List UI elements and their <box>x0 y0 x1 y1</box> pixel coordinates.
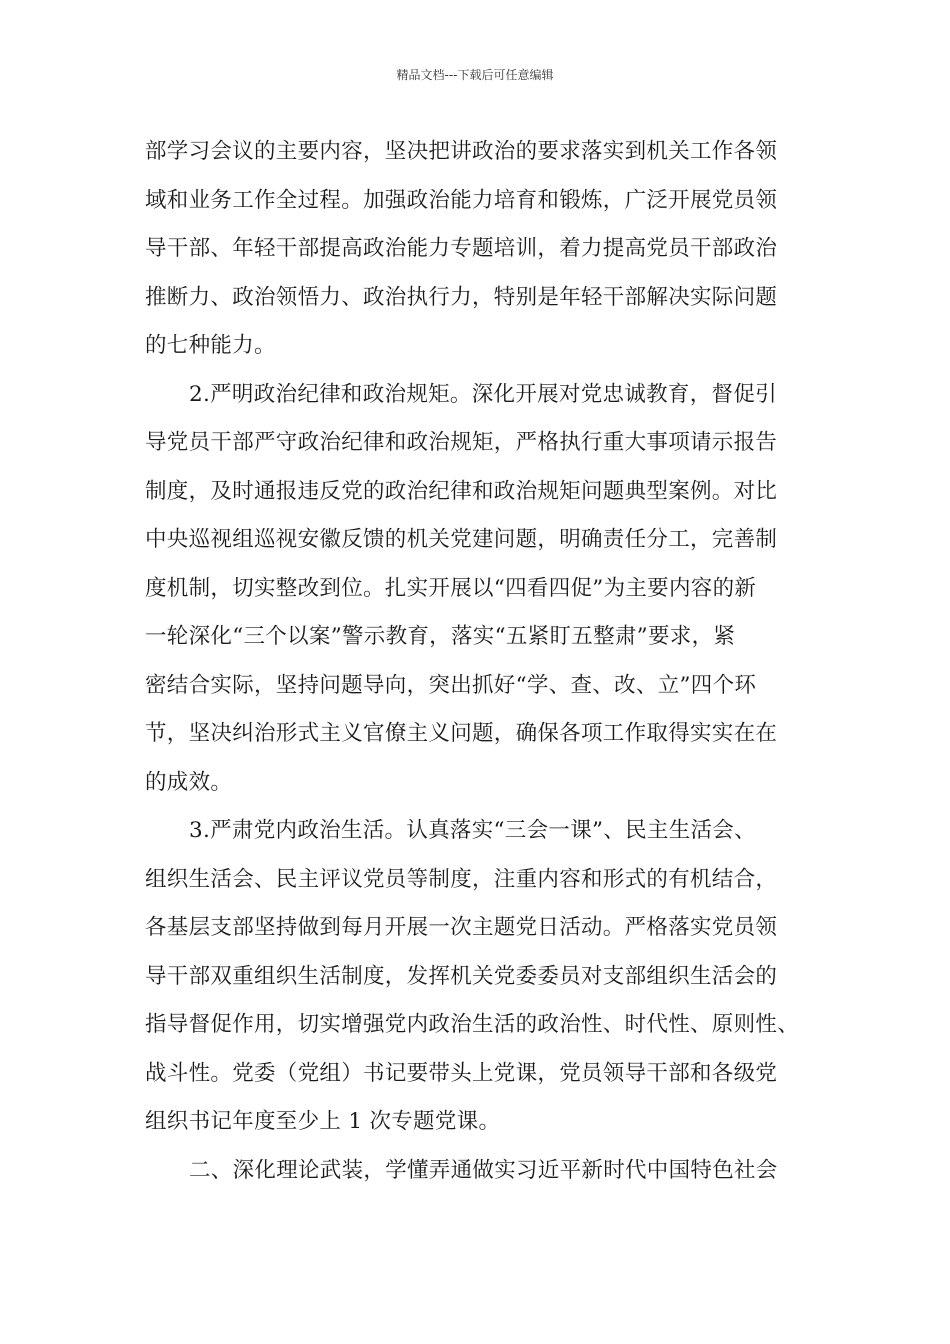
text-line: 组织生活会、民主评议党员等制度，注重内容和形式的有机结合， <box>145 866 778 892</box>
text-line: 的成效。 <box>145 769 233 795</box>
paragraph <box>145 807 825 1147</box>
paragraph <box>145 128 825 371</box>
text-line: 导党员干部严守政治纪律和政治规矩，严格执行重大事项请示报告 <box>145 430 778 455</box>
text-line: 推断力、政治领悟力、政治执行力，特别是年轻干部解决实际问题 <box>145 284 778 310</box>
paragraph <box>145 371 825 808</box>
text-line: 组织书记年度至少上 1 次专题党课。 <box>145 1109 501 1134</box>
paragraph <box>145 1147 825 1196</box>
text-line: 2.严明政治纪律和政治规矩。深化开展对党忠诚教育，督促引 <box>189 381 777 407</box>
text-line: 一轮深化“三个以案”警示教育，落实“五紧盯五整肃”要求，紧 <box>145 624 736 649</box>
text-line: 二、深化理论武装，学懂弄通做实习近平新时代中国特色社会 <box>189 1157 778 1183</box>
text-line: 各基层支部坚持做到每月开展一次主题党日活动。严格落实党员领 <box>145 915 778 940</box>
document-body <box>145 128 825 1195</box>
text-line: 的七种能力。 <box>145 333 276 358</box>
text-line: 战斗性。党委（党组）书记要带头上党课，党员领导干部和各级党 <box>145 1060 778 1086</box>
text-line: 制度，及时通报违反党的政治纪律和政治规矩问题典型案例。对比 <box>145 478 778 504</box>
text-line: 节，坚决纠治形式主义官僚主义问题，确保各项工作取得实实在在 <box>145 721 778 746</box>
text-line: 域和业务工作全过程。加强政治能力培育和锻炼，广泛开展党员领 <box>145 187 778 213</box>
text-line: 中央巡视组巡视安徽反馈的机关党建问题，明确责任分工，完善制 <box>145 527 778 552</box>
text-line: 度机制，切实整改到位。扎实开展以“四看四促”为主要内容的新 <box>145 575 757 601</box>
text-line: 部学习会议的主要内容，坚决把讲政治的要求落实到机关工作各领 <box>145 139 778 164</box>
text-line: 3.严肃党内政治生活。认真落实“三会一课”、民主生活会、 <box>189 818 756 843</box>
text-line: 导干部、年轻干部提高政治能力专题培训，着力提高党员干部政治 <box>145 236 778 261</box>
page-header: 精品文档---下载后可任意编辑 <box>396 68 554 82</box>
text-line: 导干部双重组织生活制度，发挥机关党委委员对支部组织生活会的 <box>145 963 778 989</box>
text-line: 指导督促作用，切实增强党内政治生活的政治性、时代性、原则性、 <box>145 1012 800 1037</box>
text-line: 密结合实际，坚持问题导向，突出抓好“学、查、改、立”四个环 <box>145 672 757 698</box>
